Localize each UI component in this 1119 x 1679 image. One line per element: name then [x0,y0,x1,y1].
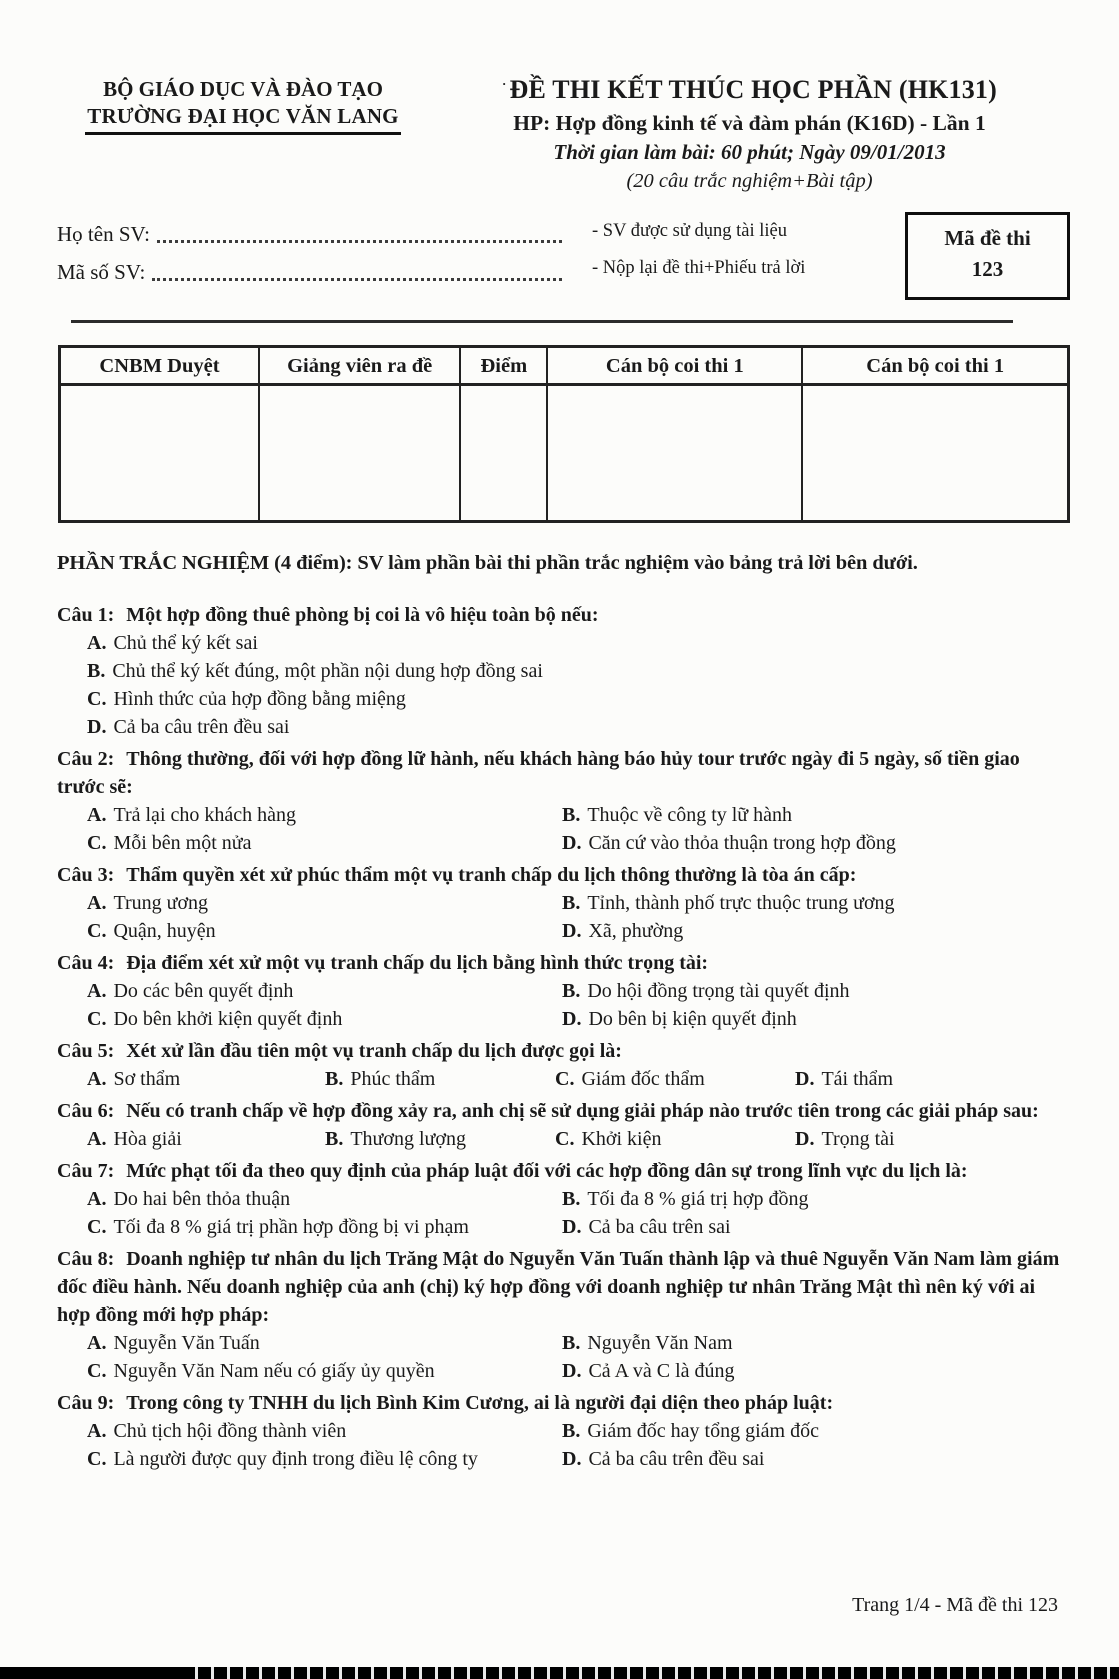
option-letter: C. [87,1448,107,1470]
question-number: Câu 1: [57,604,115,626]
option-text: Cả ba câu trên đều sai [113,716,290,738]
option-text: Thương lượng [350,1128,466,1150]
time-line: Thời gian làm bài: 60 phút; Ngày 09/01/2013 [553,140,946,164]
option-b [87,657,1070,685]
university-line: TRƯỜNG ĐẠI HỌC VĂN LANG [85,103,400,135]
exam-notes [562,210,867,300]
question-text: Thẩm quyền xét xử phúc thẩm một vụ tranh chấp du lịch thông thường là tòa án cấp: [126,864,857,886]
option-b [562,1417,1070,1445]
header-left-block [57,66,429,196]
student-name-label: Họ tên SV: [57,222,150,246]
option-b [562,977,1070,1005]
option-letter: A. [87,1068,107,1090]
option-c [87,1005,562,1033]
options-group [87,1329,1070,1385]
option-text: Tối đa 8 % giá trị phần hợp đồng bị vi phạm [113,1216,469,1238]
header-divider [71,320,1013,323]
option-d [562,917,1070,945]
option-text: Tối đa 8 % giá trị hợp đồng [587,1188,809,1210]
student-name-row [57,210,562,248]
option-text: Do hội đồng trọng tài quyết định [587,980,850,1002]
option-c [555,1065,795,1093]
options-group [87,1065,1070,1093]
student-id-label: Mã số SV: [57,260,146,284]
question-number: Câu 4: [57,952,115,974]
option-b [325,1065,555,1093]
option-letter: D. [562,1008,582,1030]
exam-title-text: ĐỀ THI KẾT THÚC HỌC PHẦN (HK131) [509,75,997,104]
option-letter: D. [795,1068,815,1090]
question-text: Trong công ty TNHH du lịch Bình Kim Cương, ai là người đại diện theo pháp luật: [126,1392,834,1414]
option-d [795,1065,1070,1093]
question-number: Câu 9: [57,1392,115,1414]
option-text: Nguyễn Văn Nam [587,1332,733,1354]
question-block [57,1037,1070,1093]
format-line: (20 câu trắc nghiệm+Bài tập) [626,170,873,192]
page-bottom-scan-bar [0,1667,1119,1679]
option-text: Phúc thẩm [350,1068,436,1090]
option-letter: D. [562,1448,582,1470]
option-letter: B. [562,1420,581,1442]
option-letter: C. [87,1216,107,1238]
option-text: Do bên khởi kiện quyết định [113,1008,343,1030]
option-letter: A. [87,980,107,1002]
student-name-blank [157,240,562,243]
grading-header-row [60,347,1069,385]
option-b [562,889,1070,917]
option-text: Chủ thể ký kết sai [113,632,258,654]
question-block [57,601,1070,741]
option-text: Hình thức của hợp đồng bằng miệng [113,688,406,710]
scan-dot-mark: · [501,76,507,91]
options-group [87,1417,1070,1473]
empty-cell [547,385,802,522]
option-d [87,713,1070,741]
option-letter: D. [562,920,582,942]
question-number: Câu 8: [57,1248,115,1270]
course-line: HP: Hợp đồng kinh tế và đàm phán (K16D) - Lần 1 [513,111,986,135]
question-text: Doanh nghiệp tư nhân du lịch Trăng Mật do Nguyễn Văn Tuấn thành lập và thuê Nguyễn Văn Nam làm giám đốc điều hành. Nếu doanh nghiệp của anh (chị) ký hợp đồng với doanh nghiệp tư nhân Trăng Mật thì nên ký với ai hợp đồng mới hợp pháp: [57,1248,1060,1326]
question-text: Xét xử lần đầu tiên một vụ tranh chấp du lịch được gọi là: [126,1040,622,1062]
option-a [87,801,562,829]
option-letter: D. [562,1216,582,1238]
option-text: Mỗi bên một nửa [113,832,252,854]
option-text: Tái thẩm [821,1068,894,1090]
option-text: Cả A và C là đúng [588,1360,735,1382]
question-text: Mức phạt tối đa theo quy định của pháp luật đối với các hợp đồng dân sự trong lĩnh vực du lịch là: [126,1160,968,1182]
option-d [562,829,1070,857]
option-b [325,1125,555,1153]
col-cnbm-approve: CNBM Duyệt [60,347,259,385]
option-d [562,1213,1070,1241]
option-text: Hòa giải [113,1128,182,1150]
option-letter: C. [87,832,107,854]
option-text: Cả ba câu trên sai [588,1216,731,1238]
option-c [87,1213,562,1241]
option-letter: C. [87,1360,107,1382]
question-text: Nếu có tranh chấp về hợp đồng xảy ra, anh chị sẽ sử dụng giải pháp nào trước tiên trong các giải pháp sau: [126,1100,1039,1122]
option-text: Cả ba câu trên đều sai [588,1448,765,1470]
option-text: Quận, huyện [113,920,216,942]
option-a [87,1417,562,1445]
option-letter: C. [87,920,107,942]
student-id-blank [152,278,562,281]
student-fields [57,210,562,300]
question-stem [57,1245,1070,1329]
option-letter: D. [795,1128,815,1150]
option-letter: A. [87,1420,107,1442]
option-letter: B. [325,1128,344,1150]
option-c [87,685,1070,713]
exam-title [429,66,1070,108]
option-d [562,1445,1070,1473]
option-a [87,1329,562,1357]
question-stem [57,949,1070,977]
option-a [87,1185,562,1213]
options-group [87,801,1070,857]
student-info-section [57,210,1070,300]
option-text: Khởi kiện [581,1128,662,1150]
option-text: Do hai bên thỏa thuận [113,1188,291,1210]
question-block [57,745,1070,857]
option-text: Tỉnh, thành phố trực thuộc trung ương [587,892,895,914]
question-text: Địa điểm xét xử một vụ tranh chấp du lịch bằng hình thức trọng tài: [126,952,709,974]
option-c [87,1357,562,1385]
option-a [87,889,562,917]
exam-code-box [905,212,1070,300]
exam-code-value: 123 [971,257,1004,281]
option-text: Là người được quy định trong điều lệ công ty [113,1448,478,1470]
question-number: Câu 3: [57,864,115,886]
option-text: Xã, phường [588,920,684,942]
option-d [562,1357,1070,1385]
option-b [562,1185,1070,1213]
ministry-line: BỘ GIÁO DỤC VÀ ĐÀO TẠO [103,77,383,101]
option-text: Trọng tài [821,1128,895,1150]
question-number: Câu 2: [57,748,115,770]
question-text: Thông thường, đối với hợp đồng lữ hành, nếu khách hàng báo hủy tour trước ngày đi 5 ngày, số tiền giao trước sẽ: [57,748,1020,798]
option-letter: A. [87,804,107,826]
option-text: Chủ tịch hội đồng thành viên [113,1420,347,1442]
note-return: - Nộp lại đề thi+Phiếu trả lời [592,258,806,278]
option-a [87,1125,325,1153]
option-text: Nguyễn Văn Tuấn [113,1332,260,1354]
option-letter: B. [562,980,581,1002]
note-materials: - SV được sử dụng tài liệu [592,221,787,241]
col-proctor-2: Cán bộ coi thi 1 [802,347,1068,385]
option-letter: D. [87,716,107,738]
col-score: Điểm [460,347,547,385]
option-text: Thuộc về công ty lữ hành [587,804,793,826]
option-b [562,1329,1070,1357]
option-letter: A. [87,1188,107,1210]
question-block [57,861,1070,945]
empty-cell [802,385,1068,522]
option-letter: B. [325,1068,344,1090]
page-header [57,66,1070,196]
question-stem [57,861,1070,889]
question-stem [57,1389,1070,1417]
option-a [87,1065,325,1093]
col-proctor-1: Cán bộ coi thi 1 [547,347,802,385]
empty-cell [460,385,547,522]
questions-list [57,601,1070,1473]
section-title: PHẦN TRẮC NGHIỆM (4 điểm): SV làm phần bài thi phần trắc nghiệm vào bảng trả lời bên dưới. [57,552,918,574]
option-letter: B. [562,1332,581,1354]
option-letter: C. [555,1068,575,1090]
scan-bar-dashed [182,1667,1119,1679]
options-group [87,1185,1070,1241]
option-text: Giám đốc hay tổng giám đốc [587,1420,819,1442]
question-block [57,1097,1070,1153]
question-stem [57,601,1070,629]
option-letter: B. [87,660,106,682]
question-block [57,1389,1070,1473]
option-a [87,629,1070,657]
option-text: Chủ thể ký kết đúng, một phần nội dung hợp đồng sai [112,660,543,682]
scan-bar-solid [0,1667,182,1679]
option-letter: C. [87,1008,107,1030]
option-letter: A. [87,892,107,914]
option-c [87,917,562,945]
header-right-block [429,66,1070,196]
col-lecturer: Giảng viên ra đề [259,347,460,385]
question-number: Câu 7: [57,1160,115,1182]
question-block [57,949,1070,1033]
option-b [562,801,1070,829]
grading-empty-row [60,385,1069,522]
option-text: Do các bên quyết định [113,980,294,1002]
option-letter: B. [562,804,581,826]
option-a [87,977,562,1005]
question-block [57,1245,1070,1385]
question-number: Câu 5: [57,1040,115,1062]
question-stem [57,1157,1070,1185]
option-letter: D. [562,832,582,854]
option-letter: C. [555,1128,575,1150]
options-group [87,629,1070,741]
option-text: Trung ương [113,892,209,914]
option-d [562,1005,1070,1033]
option-text: Trả lại cho khách hàng [113,804,297,826]
option-text: Nguyễn Văn Nam nếu có giấy ủy quyền [113,1360,435,1382]
option-text: Căn cứ vào thỏa thuận trong hợp đồng [588,832,896,854]
option-c [87,1445,562,1473]
option-c [87,829,562,857]
option-letter: A. [87,632,107,654]
grading-table [58,345,1070,523]
question-stem [57,1037,1070,1065]
page-footer: Trang 1/4 - Mã đề thi 123 [852,1594,1058,1616]
option-c [555,1125,795,1153]
option-letter: A. [87,1128,107,1150]
question-block [57,1157,1070,1241]
question-stem [57,745,1070,801]
option-text: Do bên bị kiện quyết định [588,1008,797,1030]
option-d [795,1125,1070,1153]
exam-code-label: Mã đề thi [944,226,1031,250]
option-letter: A. [87,1332,107,1354]
options-group [87,889,1070,945]
option-letter: B. [562,1188,581,1210]
option-letter: B. [562,892,581,914]
option-text: Sơ thẩm [113,1068,181,1090]
option-letter: C. [87,688,107,710]
question-stem [57,1097,1070,1125]
option-text: Giám đốc thẩm [581,1068,705,1090]
question-number: Câu 6: [57,1100,115,1122]
empty-cell [259,385,460,522]
options-group [87,977,1070,1033]
student-id-row [57,248,562,286]
empty-cell [60,385,259,522]
option-letter: D. [562,1360,582,1382]
question-text: Một hợp đồng thuê phòng bị coi là vô hiệu toàn bộ nếu: [126,604,599,626]
options-group [87,1125,1070,1153]
